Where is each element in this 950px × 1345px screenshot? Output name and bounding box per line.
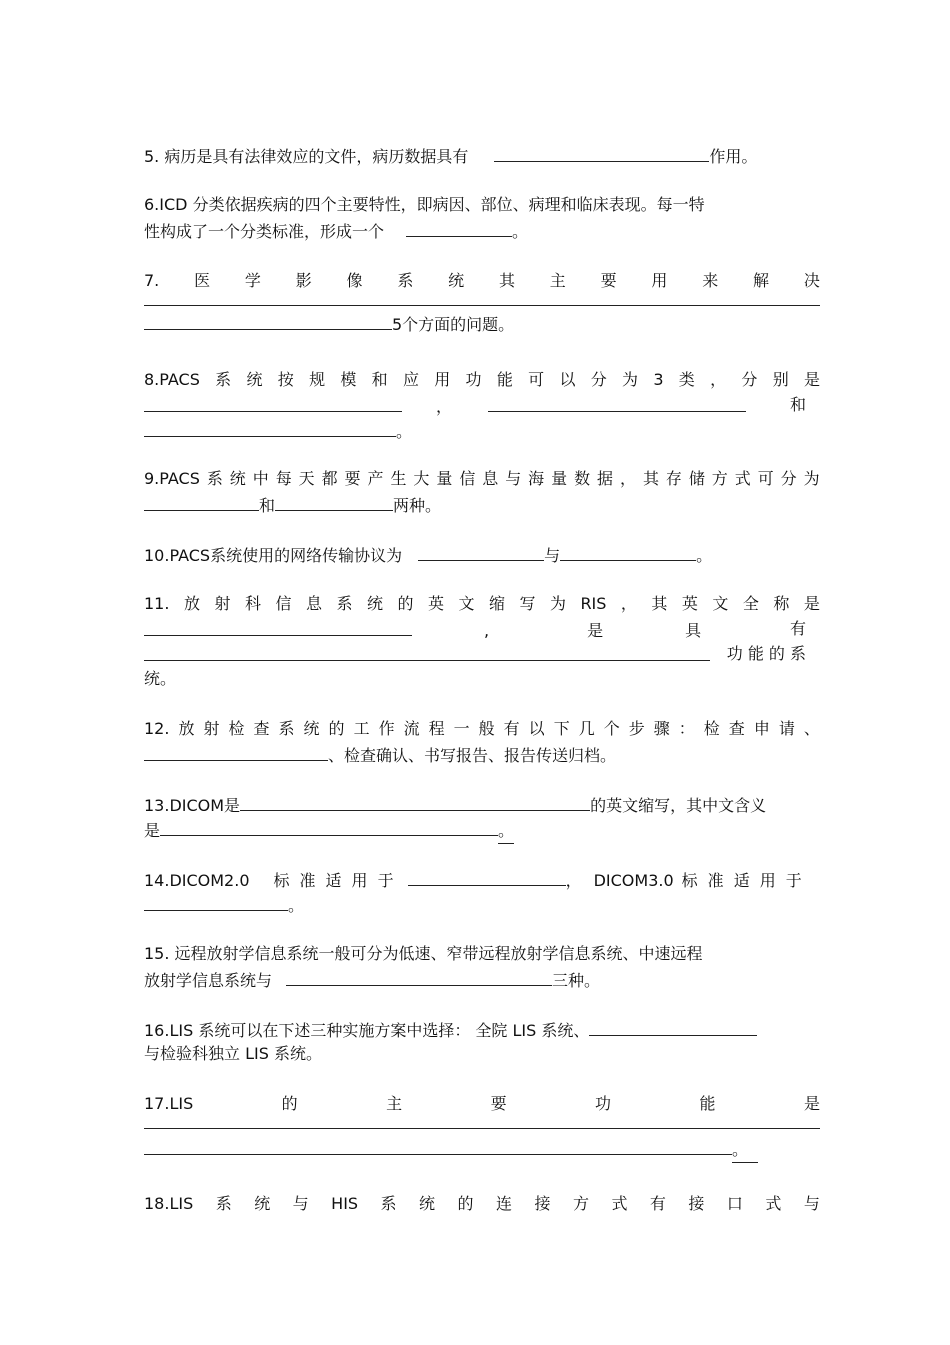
q13-head: 13.DICOM是	[144, 796, 241, 815]
q10-blank-2[interactable]	[560, 541, 696, 561]
q7-char: 要	[600, 271, 617, 290]
q8-char: 系	[215, 370, 232, 389]
q12-char: 几	[578, 719, 595, 738]
q6-line1: 6.ICD 分类依据疾病的四个主要特性，即病因、部位、病理和临床表现。每一特	[144, 195, 705, 214]
q14-blank-2[interactable]	[144, 891, 288, 911]
q18-char: 的	[457, 1194, 474, 1213]
q8-char: 能	[496, 370, 513, 389]
q12-char: 下	[553, 719, 570, 738]
q7-char: 其	[498, 271, 515, 290]
q17-char: 的	[281, 1094, 298, 1113]
q9-char: 可	[757, 469, 774, 488]
q9-char: 方	[711, 469, 728, 488]
q12-char: 作	[378, 719, 395, 738]
q9-char: 息	[482, 469, 499, 488]
q18-char: 与	[292, 1194, 309, 1213]
q7-char: 用	[651, 271, 668, 290]
q11-char: 息	[305, 594, 322, 613]
q16-line1: 16.LIS 系统可以在下述三种实施方案中选择： 全院 LIS 系统、	[144, 1021, 590, 1040]
q11-char: 放	[183, 594, 200, 613]
q13-mid: 的英文缩写，其中文含义	[590, 796, 767, 815]
q11-char: 全	[742, 594, 759, 613]
q7-char: 解	[753, 271, 770, 290]
q8-char: 分	[590, 370, 607, 389]
q11-char: 射	[214, 594, 231, 613]
q14-char: 标	[273, 871, 290, 890]
q9-char: 产	[367, 469, 384, 488]
q18-char: 与	[803, 1194, 820, 1213]
question-9	[144, 466, 820, 516]
q18-char: 系	[215, 1194, 232, 1213]
q18-char: 统	[254, 1194, 271, 1213]
q8-char: 用	[434, 370, 451, 389]
q7-char: 学	[244, 271, 261, 290]
q18-char: 接	[534, 1194, 551, 1213]
question-15	[144, 941, 820, 991]
q11-char: RIS	[580, 594, 607, 613]
q9-char: 数	[574, 469, 591, 488]
q9-char: 每	[275, 469, 292, 488]
q9-line1	[144, 466, 820, 491]
q17-char: 要	[490, 1094, 507, 1113]
q8-blank-3[interactable]	[144, 417, 396, 437]
q16-line2: 与检验科独立 LIS 系统。	[144, 1044, 322, 1063]
q11-line3: 功 能 的 系	[726, 644, 806, 663]
q14-char: 准	[299, 871, 316, 890]
q9-char: ，	[619, 469, 636, 488]
q13-blank-2[interactable]	[160, 816, 498, 836]
q8-char: 是	[803, 370, 820, 389]
q8-line1	[144, 367, 820, 392]
q12-char: ：	[678, 719, 695, 738]
q9-and: 和	[259, 496, 276, 515]
q8-char: 8.PACS	[144, 370, 200, 389]
q12-char: 申	[753, 719, 770, 738]
q10-blank-1[interactable]	[418, 541, 544, 561]
q18-char: 式	[765, 1194, 782, 1213]
q7-char: 统	[448, 271, 465, 290]
q14-mid: ，	[565, 871, 582, 890]
q8-blank-1[interactable]	[144, 392, 402, 412]
q7-char: 像	[346, 271, 363, 290]
question-16	[144, 1016, 820, 1066]
q14-char: 用	[351, 871, 368, 890]
q9-char: 统	[229, 469, 246, 488]
q12-char: 的	[328, 719, 345, 738]
q12-char: 骤	[653, 719, 670, 738]
q13-tail: 。	[498, 818, 514, 844]
q7-char: 来	[702, 271, 719, 290]
q12-char: 请	[778, 719, 795, 738]
q7-line1	[144, 268, 820, 293]
q12-char: 查	[728, 719, 745, 738]
q9-char: 量	[551, 469, 568, 488]
q9-char: 海	[528, 469, 545, 488]
q8-char: 应	[402, 370, 419, 389]
q12-char: 、	[803, 719, 820, 738]
q18-char: 18.LIS	[144, 1194, 194, 1213]
q11-char: 的	[397, 594, 414, 613]
q12-blank[interactable]	[144, 741, 328, 761]
q7-tail: 5个方面的问题。	[392, 315, 515, 334]
q18-char: 统	[419, 1194, 436, 1213]
q9-char: 量	[436, 469, 453, 488]
q12-char: 12.	[144, 719, 170, 738]
q17-line1	[144, 1091, 820, 1116]
q9-char: 信	[459, 469, 476, 488]
q11-char: 为	[549, 594, 566, 613]
question-17	[144, 1091, 820, 1160]
q9-char: 储	[688, 469, 705, 488]
q14-p0: 14.DICOM2.0	[144, 871, 250, 890]
q9-char: 都	[321, 469, 338, 488]
q17-char: 17.LIS	[144, 1094, 194, 1113]
q12-char: 有	[503, 719, 520, 738]
q8-char: 按	[277, 370, 294, 389]
q9-blank-2[interactable]	[275, 491, 393, 511]
q9-char: 为	[803, 469, 820, 488]
q7-char: 影	[295, 271, 312, 290]
q9-char: 系	[206, 469, 223, 488]
q14-tail: 。	[288, 896, 305, 915]
q8-char: 3	[653, 370, 664, 389]
q7-char: 决	[803, 271, 820, 290]
question-11	[144, 591, 820, 691]
q17-blank-line[interactable]	[144, 1116, 820, 1129]
q11-char: 系	[336, 594, 353, 613]
q9-char: 式	[734, 469, 751, 488]
q7-char: 7.	[144, 271, 160, 290]
q6-line2: 性构成了一个分类标准，形成一个	[144, 222, 385, 241]
q18-line1	[144, 1191, 820, 1216]
q5-tail: 作用。	[709, 147, 758, 166]
q11-char: ，	[620, 594, 637, 613]
q8-and: 和	[789, 395, 806, 414]
q13-blank-1[interactable]	[240, 791, 590, 811]
q7-blank-line[interactable]	[144, 293, 820, 306]
q8-char: 模	[340, 370, 357, 389]
q12-tail: 、检查确认、书写报告、报告传送归档。	[328, 746, 617, 765]
q10-tail: 。	[696, 546, 713, 565]
q9-char: 要	[344, 469, 361, 488]
q8-char: 类	[678, 370, 695, 389]
q18-char: 口	[726, 1194, 743, 1213]
q15-line1: 15. 远程放射学信息系统一般可分为低速、窄带远程放射学信息系统、中速远程	[144, 944, 703, 963]
q12-char: 个	[603, 719, 620, 738]
q7-char: 医	[194, 271, 211, 290]
q6-blank[interactable]	[406, 217, 512, 237]
q8-char: 为	[622, 370, 639, 389]
q8-char: 可	[528, 370, 545, 389]
q11-char: 称	[773, 594, 790, 613]
question-7	[144, 268, 820, 335]
q9-char: 其	[642, 469, 659, 488]
q15-blank[interactable]	[286, 966, 552, 986]
question-6	[144, 192, 820, 242]
q16-blank[interactable]	[589, 1016, 757, 1036]
question-5	[144, 142, 820, 167]
q13-line2: 是	[144, 821, 161, 840]
q5-text: 5. 病历是具有法律效应的文件，病历数据具有	[144, 147, 469, 166]
q12-char: 查	[253, 719, 270, 738]
q12-char: 检	[228, 719, 245, 738]
q15-tail: 三种。	[552, 971, 601, 990]
q17-char: 主	[386, 1094, 403, 1113]
q8-char: 规	[309, 370, 326, 389]
q18-char: 方	[572, 1194, 589, 1213]
q11-char: 其	[651, 594, 668, 613]
q14-char: 于	[377, 871, 394, 890]
q17-char: 能	[699, 1094, 716, 1113]
q14-char: 标	[681, 871, 698, 890]
q11-line1	[144, 591, 820, 616]
question-10	[144, 541, 820, 566]
q11-char: 英	[681, 594, 698, 613]
q11-char: 11.	[144, 594, 170, 613]
q12-char: 以	[528, 719, 545, 738]
q17-char: 是	[803, 1094, 820, 1113]
q9-char: 生	[390, 469, 407, 488]
q14-char: 准	[707, 871, 724, 890]
q11-char: 文	[458, 594, 475, 613]
q9-char: 与	[505, 469, 522, 488]
q9-char: 据	[597, 469, 614, 488]
q9-char: 存	[665, 469, 682, 488]
q12-char: 统	[303, 719, 320, 738]
question-8	[144, 367, 820, 442]
q12-char: 射	[203, 719, 220, 738]
q17-char: 功	[595, 1094, 612, 1113]
q11-shi: 是	[587, 621, 604, 640]
q11-char: 信	[275, 594, 292, 613]
q8-char: 分	[741, 370, 758, 389]
q18-char: 连	[495, 1194, 512, 1213]
q15-line2: 放射学信息系统与	[144, 971, 273, 990]
question-13	[144, 791, 820, 841]
q18-char: HIS	[331, 1194, 359, 1213]
q8-comma: ，	[436, 397, 453, 416]
q12-char: 系	[278, 719, 295, 738]
q11-char: 文	[712, 594, 729, 613]
q12-char: 放	[178, 719, 195, 738]
q11-line4: 统。	[144, 669, 177, 688]
q11-ju: 具	[685, 621, 702, 640]
question-18	[144, 1191, 820, 1216]
q7-blank[interactable]	[144, 310, 392, 330]
q9-char: 中	[252, 469, 269, 488]
q8-char: 以	[559, 370, 576, 389]
q14-char: 于	[785, 871, 802, 890]
q11-char: 科	[244, 594, 261, 613]
q9-char: 分	[780, 469, 797, 488]
q12-char: 一	[453, 719, 470, 738]
q11-char: 英	[427, 594, 444, 613]
question-14	[144, 866, 820, 916]
q6-tail: 。	[512, 222, 529, 241]
q17-blank[interactable]	[144, 1135, 732, 1155]
q5-blank[interactable]	[494, 142, 709, 162]
q8-blank-2[interactable]	[488, 392, 746, 412]
q8-char: ，	[710, 370, 727, 389]
q9-char: 大	[413, 469, 430, 488]
q11-char: 写	[519, 594, 536, 613]
q18-char: 有	[649, 1194, 666, 1213]
q18-char: 系	[380, 1194, 397, 1213]
q14-char: 适	[325, 871, 342, 890]
q12-char: 程	[428, 719, 445, 738]
q11-comma: ,	[484, 621, 490, 640]
q10-text: 10.PACS系统使用的网络传输协议为	[144, 546, 403, 565]
q9-tail: 两种。	[393, 496, 442, 515]
q11-char: 是	[803, 594, 820, 613]
q12-line1	[144, 716, 820, 741]
q14-char: 适	[733, 871, 750, 890]
q14-blank-1[interactable]	[408, 866, 566, 886]
q14-dicom3: DICOM3.0	[593, 871, 674, 890]
question-12	[144, 716, 820, 766]
q12-char: 般	[478, 719, 495, 738]
q9-blank-1[interactable]	[144, 491, 259, 511]
q12-char: 步	[628, 719, 645, 738]
q7-char: 主	[549, 271, 566, 290]
q11-blank-1[interactable]	[144, 616, 412, 636]
q10-and: 与	[544, 546, 561, 565]
q11-char: 统	[366, 594, 383, 613]
q18-char: 接	[688, 1194, 705, 1213]
q8-char: 和	[371, 370, 388, 389]
q11-you: 有	[789, 619, 806, 638]
q9-char: 天	[298, 469, 315, 488]
q12-char: 检	[703, 719, 720, 738]
q7-char: 系	[397, 271, 414, 290]
q9-char: 9.PACS	[144, 469, 200, 488]
q12-char: 工	[353, 719, 370, 738]
q8-char: 统	[246, 370, 263, 389]
q8-char: 功	[465, 370, 482, 389]
q12-char: 流	[403, 719, 420, 738]
q17-tail: 。	[732, 1137, 758, 1163]
q14-char: 用	[759, 871, 776, 890]
q11-blank-2[interactable]	[144, 641, 710, 661]
q8-tail: 。	[396, 422, 413, 441]
q18-char: 式	[611, 1194, 628, 1213]
q8-char: 别	[772, 370, 789, 389]
q11-char: 缩	[488, 594, 505, 613]
